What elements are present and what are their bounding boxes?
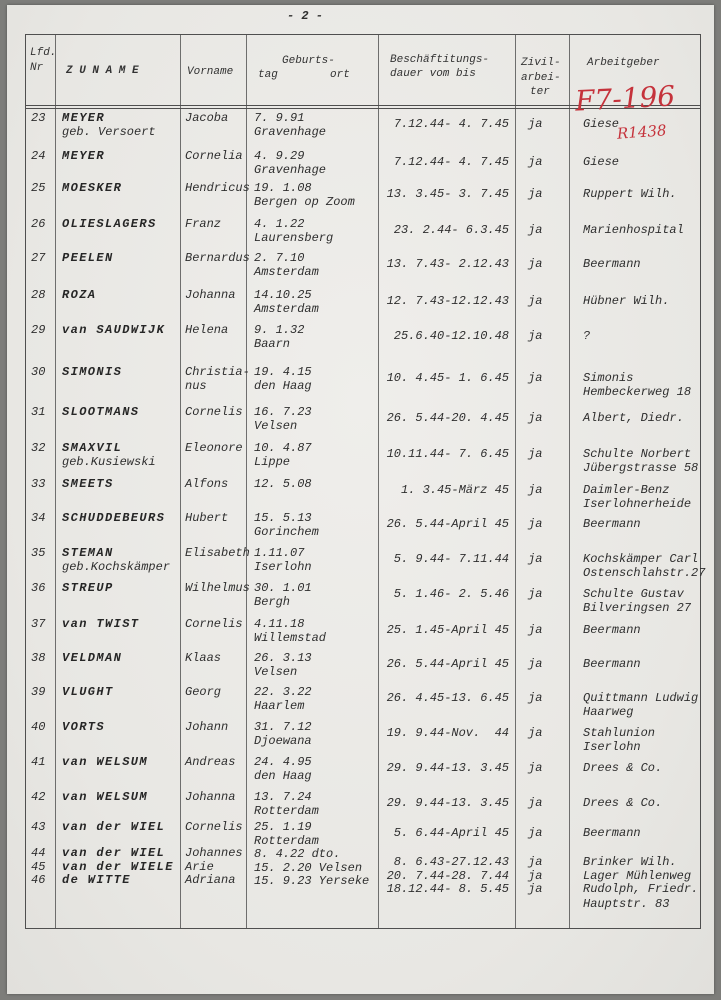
surname: van der WIELE xyxy=(62,860,174,874)
employment-period: 1. 3.45-März 45 xyxy=(400,483,509,497)
header-birth-place: ort xyxy=(330,69,350,81)
birth-place: Haarlem xyxy=(254,699,305,713)
civil-worker-flag: ja xyxy=(528,187,543,201)
first-name: Bernardus xyxy=(185,251,250,265)
employment-period: 26. 5.44-April 45 xyxy=(386,657,509,671)
row-number: 26 xyxy=(31,217,46,231)
employment-period: 10. 4.45- 1. 6.45 xyxy=(386,371,509,385)
birth-date: 25. 1.19 xyxy=(254,820,312,834)
civil-worker-flag: ja xyxy=(528,517,543,531)
birth-date: 30. 1.01 xyxy=(254,581,312,595)
first-name: Johann xyxy=(185,720,229,734)
first-name: Georg xyxy=(185,685,222,699)
first-name: Cornelia xyxy=(185,149,243,163)
row-number: 43 xyxy=(31,820,46,834)
civil-worker-flag: ja xyxy=(528,855,543,869)
employment-period: 19. 9.44-Nov. 44 xyxy=(386,726,509,740)
birth-date: 12. 5.08 xyxy=(254,477,312,491)
birth-date: 2. 7.10 xyxy=(254,251,305,265)
row-number: 25 xyxy=(31,181,46,195)
surname: OLIESLAGERS xyxy=(62,217,157,231)
row-number: 32 xyxy=(31,441,46,455)
page-number: - 2 - xyxy=(287,9,324,23)
employment-period: 18.12.44- 8. 5.45 xyxy=(386,882,509,896)
civil-worker-flag: ja xyxy=(528,623,543,637)
civil-worker-flag: ja xyxy=(528,447,543,461)
row-number: 35 xyxy=(31,546,46,560)
header-employment-line1: Beschäftitungs- xyxy=(390,54,490,66)
employer: Marienhospital xyxy=(583,223,684,237)
employer: Ruppert Wilh. xyxy=(583,187,677,201)
civil-worker-flag: ja xyxy=(528,657,543,671)
header-civil-line2: arbei- xyxy=(521,72,561,84)
birth-date: 24. 4.95 xyxy=(254,755,312,769)
birth-date: 4. 1.22 xyxy=(254,217,305,231)
employer: Drees & Co. xyxy=(583,796,663,810)
birth-date: 15. 9.23 Yerseke xyxy=(254,874,370,888)
civil-worker-flag: ja xyxy=(528,257,543,271)
birth-place: Baarn xyxy=(254,337,291,351)
employment-period: 26. 5.44-April 45 xyxy=(386,517,509,531)
surname: SCHUDDEBEURS xyxy=(62,511,166,525)
birth-place: Laurensberg xyxy=(254,231,334,245)
first-name: Eleonore xyxy=(185,441,243,455)
birth-place: Lippe xyxy=(254,455,291,469)
civil-worker-flag: ja xyxy=(528,826,543,840)
surname: VELDMAN xyxy=(62,651,123,665)
employer: Albert, Diedr. xyxy=(583,411,684,425)
surname: VLUGHT xyxy=(62,685,114,699)
row-number: 31 xyxy=(31,405,46,419)
employer: Giese xyxy=(583,155,620,169)
employer: Simonis xyxy=(583,371,634,385)
civil-worker-flag: ja xyxy=(528,882,543,896)
employment-period: 5. 6.44-April 45 xyxy=(393,826,509,840)
first-name: Cornelis xyxy=(185,405,243,419)
birth-date: 26. 3.13 xyxy=(254,651,312,665)
surname: STREUP xyxy=(62,581,114,595)
employment-period: 7.12.44- 4. 7.45 xyxy=(393,117,509,131)
first-name: nus xyxy=(185,379,207,393)
surname: SMEETS xyxy=(62,477,114,491)
birth-date: 19. 4.15 xyxy=(254,365,312,379)
civil-worker-flag: ja xyxy=(528,371,543,385)
birth-place: Velsen xyxy=(254,419,298,433)
birth-place: Bergen op Zoom xyxy=(254,195,355,209)
surname: SIMONIS xyxy=(62,365,123,379)
surname: van der WIEL xyxy=(62,846,166,860)
surname: SLOOTMANS xyxy=(62,405,140,419)
employer: Beermann xyxy=(583,623,641,637)
surname: STEMAN xyxy=(62,546,114,560)
employer: Beermann xyxy=(583,826,641,840)
birth-date: 10. 4.87 xyxy=(254,441,312,455)
birth-date: 8. 4.22 dto. xyxy=(254,847,341,861)
employer: Daimler-Benz xyxy=(583,483,670,497)
first-name: Franz xyxy=(185,217,222,231)
employer: Rudolph, Friedr. xyxy=(583,882,699,896)
employer: Schulte Norbert xyxy=(583,447,692,461)
reference-mark-annotation: R1438 xyxy=(616,121,668,143)
employer: Haarweg xyxy=(583,705,634,719)
first-name: Christia- xyxy=(185,365,250,379)
surname: MEYER xyxy=(62,149,106,163)
birth-place: Rotterdam xyxy=(254,804,319,818)
header-surname: Z U N A M E xyxy=(66,65,139,77)
employment-period: 13. 3.45- 3. 7.45 xyxy=(386,187,509,201)
employer: Beermann xyxy=(583,257,641,271)
employment-period: 8. 6.43-27.12.43 xyxy=(393,855,509,869)
surname: van TWIST xyxy=(62,617,140,631)
row-number: 30 xyxy=(31,365,46,379)
civil-worker-flag: ja xyxy=(528,155,543,169)
header-birth-line1: Geburts- xyxy=(282,55,335,67)
birth-date: 1.11.07 xyxy=(254,546,305,560)
civil-worker-flag: ja xyxy=(528,411,543,425)
first-name: Wilhelmus xyxy=(185,581,250,595)
birth-date: 15. 5.13 xyxy=(254,511,312,525)
employment-period: 25.6.40-12.10.48 xyxy=(393,329,509,343)
row-number: 37 xyxy=(31,617,46,631)
row-number: 39 xyxy=(31,685,46,699)
employer: Hübner Wilh. xyxy=(583,294,670,308)
employer: Kochskämper Carl xyxy=(583,552,699,566)
first-name: Helena xyxy=(185,323,229,337)
surname: ROZA xyxy=(62,288,97,302)
employment-period: 10.11.44- 7. 6.45 xyxy=(386,447,509,461)
surname: van der WIEL xyxy=(62,820,166,834)
birth-place: den Haag xyxy=(254,769,312,783)
employment-period: 20. 7.44-28. 7.44 xyxy=(386,869,509,883)
birth-date: 31. 7.12 xyxy=(254,720,312,734)
row-number: 44 xyxy=(31,846,46,860)
surname: MEYER xyxy=(62,111,106,125)
employment-period: 12. 7.43-12.12.43 xyxy=(386,294,509,308)
birth-date: 22. 3.22 xyxy=(254,685,312,699)
first-name: Klaas xyxy=(185,651,222,665)
birth-place: Gorinchem xyxy=(254,525,319,539)
birth-place: Gravenhage xyxy=(254,163,327,177)
row-number: 42 xyxy=(31,790,46,804)
header-nr-line2: Nr xyxy=(30,62,44,74)
civil-worker-flag: ja xyxy=(528,587,543,601)
first-name: Adriana xyxy=(185,873,236,887)
first-name: Jacoba xyxy=(185,111,229,125)
employer: Drees & Co. xyxy=(583,761,663,775)
employer: Bilveringsen 27 xyxy=(583,601,692,615)
first-name: Johannes xyxy=(185,846,243,860)
birth-place: Bergh xyxy=(254,595,291,609)
first-name: Johanna xyxy=(185,790,236,804)
civil-worker-flag: ja xyxy=(528,796,543,810)
first-name: Arie xyxy=(185,860,214,874)
employer: Stahlunion xyxy=(583,726,656,740)
row-number: 36 xyxy=(31,581,46,595)
header-civil-line1: Zivil- xyxy=(521,57,561,69)
employer: Hembeckerweg 18 xyxy=(583,385,692,399)
row-number: 24 xyxy=(31,149,46,163)
employer: Jübergstrasse 58 xyxy=(583,461,699,475)
civil-worker-flag: ja xyxy=(528,726,543,740)
employer: Hauptstr. 83 xyxy=(583,897,670,911)
employment-period: 25. 1.45-April 45 xyxy=(386,623,509,637)
civil-worker-flag: ja xyxy=(528,294,543,308)
civil-worker-flag: ja xyxy=(528,552,543,566)
employer: Schulte Gustav xyxy=(583,587,684,601)
employment-period: 29. 9.44-13. 3.45 xyxy=(386,796,509,810)
first-name: Hendricus xyxy=(185,181,250,195)
header-nr-line1: Lfd. xyxy=(30,47,57,59)
birth-place: Iserlohn xyxy=(254,560,312,574)
surname: MOESKER xyxy=(62,181,123,195)
civil-worker-flag: ja xyxy=(528,329,543,343)
header-civil-line3: ter xyxy=(530,86,550,98)
employment-period: 13. 7.43- 2.12.43 xyxy=(386,257,509,271)
birth-place: Velsen xyxy=(254,665,298,679)
surname: VORTS xyxy=(62,720,106,734)
employment-period: 5. 1.46- 2. 5.46 xyxy=(393,587,509,601)
first-name: Johanna xyxy=(185,288,236,302)
header-employer: Arbeitgeber xyxy=(587,57,660,69)
first-name: Alfons xyxy=(185,477,229,491)
birth-place: Djoewana xyxy=(254,734,312,748)
civil-worker-flag: ja xyxy=(528,117,543,131)
employment-period: 5. 9.44- 7.11.44 xyxy=(393,552,509,566)
row-number: 33 xyxy=(31,477,46,491)
surname-birth-name: geb. Versoert xyxy=(62,125,156,139)
surname: SMAXVIL xyxy=(62,441,123,455)
row-number: 38 xyxy=(31,651,46,665)
header-birth-day: tag xyxy=(258,69,278,81)
row-number: 46 xyxy=(31,873,46,887)
file-reference-annotation: F7-196 xyxy=(574,79,676,118)
birth-place: Amsterdam xyxy=(254,302,319,316)
employer: Quittmann Ludwig xyxy=(583,691,699,705)
birth-date: 16. 7.23 xyxy=(254,405,312,419)
birth-place: den Haag xyxy=(254,379,312,393)
header-firstname: Vorname xyxy=(187,66,234,78)
employment-period: 26. 4.45-13. 6.45 xyxy=(386,691,509,705)
birth-date: 9. 1.32 xyxy=(254,323,305,337)
birth-date: 19. 1.08 xyxy=(254,181,312,195)
first-name: Andreas xyxy=(185,755,236,769)
employer: ? xyxy=(583,329,591,343)
employer: Lager Mühlenweg xyxy=(583,869,692,883)
birth-date: 14.10.25 xyxy=(254,288,312,302)
birth-date: 15. 2.20 Velsen xyxy=(254,861,363,875)
first-name: Cornelis xyxy=(185,617,243,631)
birth-date: 4.11.18 xyxy=(254,617,305,631)
employer: Giese xyxy=(583,117,620,131)
birth-date: 7. 9.91 xyxy=(254,111,305,125)
row-number: 34 xyxy=(31,511,46,525)
employer: Iserlohn xyxy=(583,740,641,754)
header-employment-line2: dauer vom bis xyxy=(390,68,476,80)
surname: van WELSUM xyxy=(62,755,149,769)
civil-worker-flag: ja xyxy=(528,761,543,775)
row-number: 23 xyxy=(31,111,46,125)
employer: Brinker Wilh. xyxy=(583,855,677,869)
employer: Iserlohnerheide xyxy=(583,497,692,511)
row-number: 45 xyxy=(31,860,46,874)
first-name: Hubert xyxy=(185,511,229,525)
employer: Ostenschlahstr.27 xyxy=(583,566,706,580)
employer: Beermann xyxy=(583,517,641,531)
surname: van SAUDWIJK xyxy=(62,323,166,337)
surname: van WELSUM xyxy=(62,790,149,804)
employment-period: 26. 5.44-20. 4.45 xyxy=(386,411,509,425)
birth-place: Amsterdam xyxy=(254,265,319,279)
surname: de WITTE xyxy=(62,873,131,887)
row-number: 28 xyxy=(31,288,46,302)
first-name: Cornelis xyxy=(185,820,243,834)
surname-birth-name: geb.Kochskämper xyxy=(62,560,171,574)
birth-date: 13. 7.24 xyxy=(254,790,312,804)
birth-place: Gravenhage xyxy=(254,125,327,139)
employment-period: 7.12.44- 4. 7.45 xyxy=(393,155,509,169)
civil-worker-flag: ja xyxy=(528,483,543,497)
civil-worker-flag: ja xyxy=(528,869,543,883)
birth-place: Willemstad xyxy=(254,631,327,645)
row-number: 41 xyxy=(31,755,46,769)
civil-worker-flag: ja xyxy=(528,691,543,705)
row-number: 27 xyxy=(31,251,46,265)
civil-worker-flag: ja xyxy=(528,223,543,237)
employment-period: 23. 2.44- 6.3.45 xyxy=(393,223,509,237)
birth-date: 4. 9.29 xyxy=(254,149,305,163)
employer: Beermann xyxy=(583,657,641,671)
row-number: 40 xyxy=(31,720,46,734)
first-name: Elisabeth xyxy=(185,546,250,560)
birth-place: Rotterdam xyxy=(254,834,319,848)
row-number: 29 xyxy=(31,323,46,337)
surname-birth-name: geb.Kusiewski xyxy=(62,455,156,469)
surname: PEELEN xyxy=(62,251,114,265)
employment-period: 29. 9.44-13. 3.45 xyxy=(386,761,509,775)
